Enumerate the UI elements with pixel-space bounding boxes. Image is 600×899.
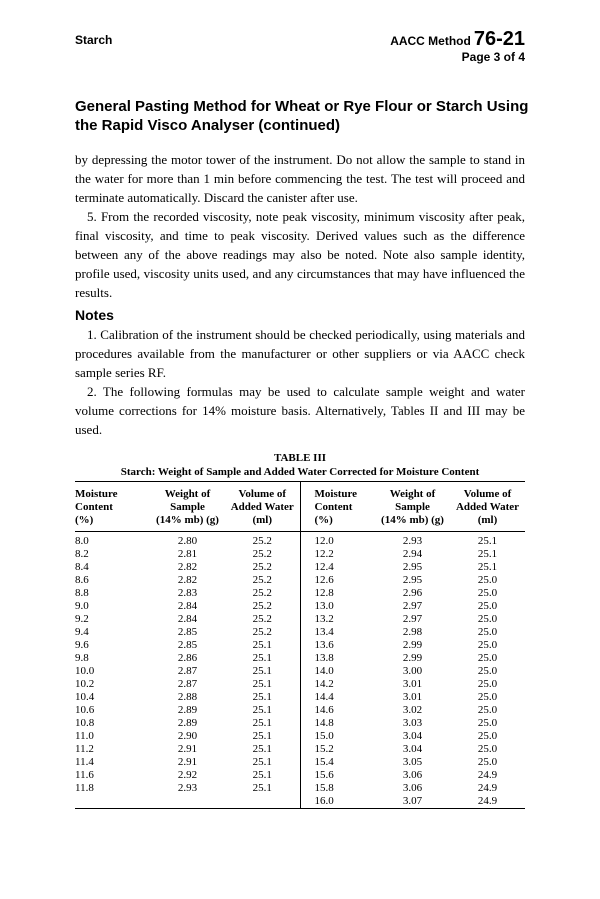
cell-right-volume: 25.0: [477, 652, 498, 664]
cell-right-volume: 25.0: [477, 704, 498, 716]
table-row: [75, 730, 525, 743]
cell-left-volume: 25.1: [252, 717, 272, 729]
cell-left-moisture: 10.2: [75, 678, 95, 690]
cell-right-moisture: 13.6: [300, 639, 375, 652]
cell-left-moisture: 8.4: [75, 561, 89, 573]
cell-right-moisture: 15.0: [300, 730, 375, 743]
table-row: [75, 665, 525, 678]
header-weight-right: Weight of Sample (14% mb) (g): [375, 482, 450, 532]
table-subtitle: Starch: Weight of Sample and Added Water Corrected for Moisture Content: [120, 466, 480, 478]
cell-left-volume: 25.1: [252, 691, 272, 703]
cell-right-weight: 2.98: [402, 626, 423, 638]
cell-left-weight: 2.92: [177, 769, 198, 781]
table-row: [75, 678, 525, 691]
table-row: [75, 613, 525, 626]
cell-left-volume: 25.2: [252, 600, 272, 612]
header-moisture-left: Moisture Content (%): [75, 482, 150, 532]
cell-right-weight: 3.00: [402, 665, 423, 677]
cell-left-weight: 2.86: [177, 652, 198, 664]
cell-right-weight: 3.01: [402, 678, 423, 690]
table-row: [75, 652, 525, 665]
cell-left-volume: 25.1: [252, 652, 272, 664]
cell-right-weight: 2.93: [402, 535, 423, 547]
cell-right-moisture: 14.6: [300, 704, 375, 717]
method-number: 76-21: [473, 28, 525, 50]
cell-right-weight: 2.97: [402, 613, 423, 625]
cell-right-volume: 24.9: [477, 782, 498, 794]
table-header-row: [75, 482, 525, 532]
table-row: [75, 600, 525, 613]
cell-right-weight: 3.06: [402, 769, 423, 781]
cell-right-moisture: 13.8: [300, 652, 375, 665]
table-row: [75, 782, 525, 795]
cell-left-weight: 2.89: [177, 717, 198, 729]
cell-left-volume: 25.1: [252, 704, 272, 716]
cell-right-weight: 3.06: [402, 782, 423, 794]
cell-left-weight: 2.87: [177, 665, 198, 677]
cell-right-volume: 25.1: [477, 548, 498, 560]
cell-left-volume: 25.2: [252, 574, 272, 586]
cell-right-weight: 3.02: [402, 704, 423, 716]
cell-right-volume: 25.0: [477, 639, 498, 651]
cell-left-moisture: 11.2: [75, 743, 94, 755]
cell-right-weight: 2.94: [402, 548, 423, 560]
cell-left-moisture: 9.6: [75, 639, 89, 651]
cell-left-moisture: 11.4: [75, 756, 94, 768]
cell-left-volume: 25.1: [252, 678, 272, 690]
cell-left-moisture: [75, 795, 150, 809]
cell-right-weight: 3.04: [402, 730, 423, 742]
cell-right-volume: 25.0: [477, 613, 498, 625]
table-row: [75, 795, 525, 809]
cell-left-volume: 25.1: [252, 665, 272, 677]
cell-right-moisture: 13.0: [300, 600, 375, 613]
cell-right-volume: 24.9: [477, 769, 498, 781]
table-row: [75, 704, 525, 717]
table-row: [75, 587, 525, 600]
cell-left-moisture: 10.6: [75, 704, 95, 716]
cell-right-moisture: 15.4: [300, 756, 375, 769]
cell-left-moisture: 10.4: [75, 691, 95, 703]
cell-left-moisture: 10.0: [75, 665, 95, 677]
cell-right-moisture: 15.2: [300, 743, 375, 756]
cell-right-weight: 3.03: [402, 717, 423, 729]
cell-left-volume: 25.2: [252, 613, 272, 625]
cell-right-moisture: 13.4: [300, 626, 375, 639]
header-volume-right: Volume of Added Water (ml): [450, 482, 525, 532]
cell-right-weight: 3.04: [402, 743, 423, 755]
cell-right-moisture: 12.6: [300, 574, 375, 587]
note-1: 1. Calibration of the instrument should be checked periodically, using materials and procedures available from the manufacturer or other suppliers or via AACC check sample series RF.: [75, 327, 525, 380]
cell-right-weight: 2.97: [402, 600, 423, 612]
cell-left-weight: 2.91: [177, 756, 198, 768]
cell-right-moisture: 15.6: [300, 769, 375, 782]
cell-right-moisture: 12.2: [300, 548, 375, 561]
table-row: [75, 756, 525, 769]
cell-right-moisture: 12.8: [300, 587, 375, 600]
header-method: [390, 28, 525, 64]
cell-right-moisture: 16.0: [300, 795, 375, 809]
cell-right-moisture: 13.2: [300, 613, 375, 626]
table-row: [75, 548, 525, 561]
cell-left-moisture: 10.8: [75, 717, 95, 729]
table-row: [75, 626, 525, 639]
cell-right-moisture: 12.4: [300, 561, 375, 574]
cell-right-weight: 2.96: [402, 587, 423, 599]
cell-left-weight: [150, 795, 225, 809]
cell-left-volume: [225, 795, 300, 809]
cell-right-weight: 2.95: [402, 574, 423, 586]
cell-left-weight: 2.93: [177, 782, 198, 794]
cell-right-moisture: 14.8: [300, 717, 375, 730]
header-weight-left: Weight of Sample (14% mb) (g): [150, 482, 225, 532]
cell-right-weight: 2.99: [402, 639, 423, 651]
table-row: [75, 769, 525, 782]
header-moisture-right: Moisture Content (%): [300, 482, 375, 532]
cell-left-moisture: 9.0: [75, 600, 89, 612]
cell-left-volume: 25.2: [252, 548, 272, 560]
cell-right-weight: 2.99: [402, 652, 423, 664]
notes-heading: Notes: [75, 307, 114, 323]
cell-left-volume: 25.2: [252, 626, 272, 638]
cell-left-volume: 25.1: [252, 769, 272, 781]
header-volume-left: Volume of Added Water (ml): [225, 482, 300, 532]
cell-right-volume: 25.0: [477, 665, 498, 677]
table-row: [75, 743, 525, 756]
cell-left-weight: 2.91: [177, 743, 198, 755]
cell-right-moisture: 15.8: [300, 782, 375, 795]
cell-left-volume: 25.2: [252, 535, 272, 547]
cell-left-weight: 2.88: [177, 691, 198, 703]
cell-left-volume: 25.1: [252, 730, 272, 742]
cell-left-volume: 25.1: [252, 743, 272, 755]
cell-right-volume: 25.0: [477, 600, 498, 612]
cell-left-weight: 2.85: [177, 626, 198, 638]
cell-left-weight: 2.82: [177, 561, 198, 573]
cell-right-volume: 25.0: [477, 678, 498, 690]
cell-right-volume: 25.1: [477, 535, 498, 547]
cell-right-volume: 25.0: [477, 743, 498, 755]
page-title: General Pasting Method for Wheat or Rye Flour or Starch Using the Rapid Visco Analyser (continued): [75, 98, 529, 134]
cell-left-moisture: 9.4: [75, 626, 89, 638]
cell-left-moisture: 11.8: [75, 782, 94, 794]
cell-right-volume: 25.1: [477, 561, 498, 573]
cell-right-moisture: 14.2: [300, 678, 375, 691]
cell-left-volume: 25.1: [252, 639, 272, 651]
cell-right-moisture: 14.0: [300, 665, 375, 678]
cell-left-moisture: 9.8: [75, 652, 89, 664]
cell-left-weight: 2.80: [177, 535, 198, 547]
table-row: [75, 691, 525, 704]
table-row: [75, 532, 525, 549]
cell-right-weight: 3.07: [375, 795, 450, 809]
cell-left-moisture: 9.2: [75, 613, 89, 625]
note-2: 2. The following formulas may be used to calculate sample weight and water volume corrections for 14% moisture basis. Alternatively, Tables II and III may be used.: [75, 384, 525, 437]
cell-left-weight: 2.89: [177, 704, 198, 716]
cell-left-weight: 2.81: [177, 548, 198, 560]
cell-right-volume: 24.9: [450, 795, 525, 809]
cell-left-weight: 2.90: [177, 730, 198, 742]
cell-left-volume: 25.1: [252, 756, 272, 768]
cell-right-moisture: 14.4: [300, 691, 375, 704]
method-label: AACC Method: [390, 34, 471, 48]
cell-right-volume: 25.0: [477, 730, 498, 742]
cell-left-volume: 25.2: [252, 587, 272, 599]
cell-right-volume: 25.0: [477, 587, 498, 599]
cell-right-volume: 25.0: [477, 717, 498, 729]
cell-left-weight: 2.83: [177, 587, 198, 599]
header-section: Starch: [75, 33, 113, 47]
table-row: [75, 717, 525, 730]
table-title: TABLE III: [273, 452, 327, 464]
cell-right-volume: 25.0: [477, 756, 498, 768]
cell-right-weight: 2.95: [402, 561, 423, 573]
cell-right-weight: 3.05: [402, 756, 423, 768]
cell-left-weight: 2.82: [177, 574, 198, 586]
cell-left-volume: 25.1: [252, 782, 272, 794]
paragraph-continued: by depressing the motor tower of the instrument. Do not allow the sample to stand in the water for more than 1 min before commencing the test. The test will proceed and terminate automatically. Discard the canister after use.: [75, 152, 525, 205]
cell-left-moisture: 11.0: [75, 730, 94, 742]
cell-left-moisture: 8.0: [75, 535, 89, 547]
cell-left-weight: 2.84: [177, 613, 198, 625]
table-row: [75, 639, 525, 652]
cell-left-volume: 25.2: [252, 561, 272, 573]
cell-left-weight: 2.87: [177, 678, 198, 690]
cell-right-moisture: 12.0: [300, 532, 375, 549]
cell-right-volume: 25.0: [477, 691, 498, 703]
moisture-table: [75, 481, 525, 809]
paragraph-step-5: 5. From the recorded viscosity, note peak viscosity, minimum viscosity after peak, final viscosity, and time to peak viscosity. Derived values such as the difference between any of the above readings may also be noted. Note also sample identity, profile used, viscosity units used, and any circumstances that may have influenced the results.: [75, 209, 525, 300]
cell-left-moisture: 11.6: [75, 769, 94, 781]
page-number: Page 3 of 4: [461, 50, 525, 64]
cell-left-weight: 2.84: [177, 600, 198, 612]
cell-left-moisture: 8.6: [75, 574, 89, 586]
cell-left-moisture: 8.2: [75, 548, 89, 560]
cell-left-moisture: 8.8: [75, 587, 89, 599]
cell-right-weight: 3.01: [402, 691, 423, 703]
cell-left-weight: 2.85: [177, 639, 198, 651]
cell-right-volume: 25.0: [477, 574, 498, 586]
table-row: [75, 561, 525, 574]
table-row: [75, 574, 525, 587]
cell-right-volume: 25.0: [477, 626, 498, 638]
